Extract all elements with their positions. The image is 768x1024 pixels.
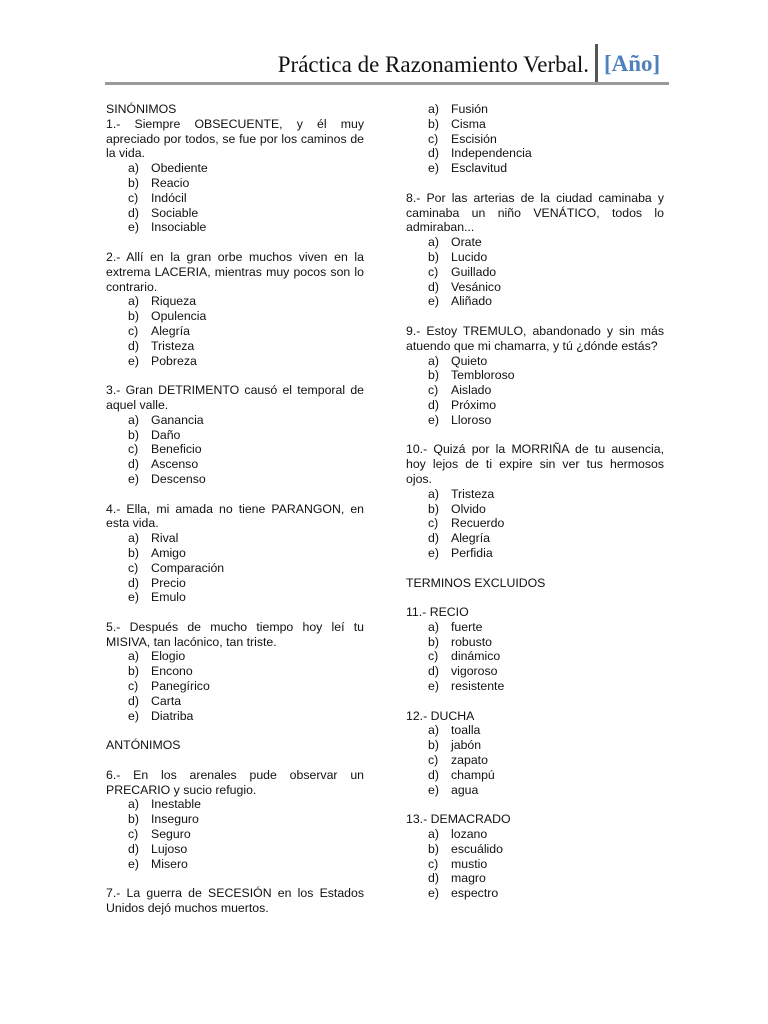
- option: [406, 723, 664, 738]
- option-text: Fusión: [451, 102, 488, 116]
- question-stem: 13.- DEMACRADO: [406, 812, 511, 827]
- question-7-options: [406, 102, 664, 176]
- option-text: Ascenso: [151, 457, 199, 472]
- option-text: escuálido: [451, 841, 503, 856]
- option-letter: c): [428, 383, 439, 398]
- option: [406, 368, 664, 383]
- option: [106, 812, 364, 827]
- option: [406, 768, 664, 783]
- option-text: Descenso: [151, 471, 206, 486]
- option-letter: a): [428, 619, 439, 634]
- option: [106, 694, 364, 709]
- option-text: Rival: [151, 531, 179, 546]
- question-12: [406, 709, 664, 798]
- option: [106, 561, 364, 576]
- option-text: Pobreza: [151, 353, 197, 368]
- option-letter: b): [128, 427, 139, 442]
- option-text: Tristeza: [151, 338, 195, 353]
- option: [106, 176, 364, 191]
- page-header: [105, 44, 669, 86]
- option-letter: c): [128, 560, 139, 575]
- option: [106, 442, 364, 457]
- spacer: [106, 871, 364, 886]
- option: [106, 206, 364, 221]
- option: [406, 146, 664, 161]
- option-letter: c): [428, 753, 439, 768]
- options-list: [406, 354, 664, 428]
- question-4: [106, 502, 364, 606]
- spacer: [106, 753, 364, 768]
- option-letter: d): [428, 279, 439, 294]
- option: [106, 797, 364, 812]
- option-letter: d): [128, 457, 139, 472]
- option-letter: b): [428, 368, 439, 383]
- option: [406, 635, 664, 650]
- option-text: Beneficio: [151, 442, 202, 457]
- option-text: Aliñado: [451, 294, 493, 309]
- option-text: Precio: [151, 575, 186, 590]
- option-text: Inseguro: [151, 812, 199, 827]
- question-stem: 4.- Ella, mi amada no tiene PARANGON, en esta vida.: [106, 501, 364, 531]
- question-8: [406, 191, 664, 309]
- option-letter: c): [128, 827, 139, 842]
- option-letter: c): [428, 131, 439, 146]
- option: [106, 649, 364, 664]
- option: [406, 842, 664, 857]
- option-letter: b): [428, 249, 439, 264]
- question-7: [106, 886, 364, 916]
- option: [406, 398, 664, 413]
- option-text: Orate: [451, 235, 482, 250]
- option-letter: b): [428, 116, 439, 131]
- page-title: Práctica de Razonamiento Verbal.: [277, 52, 589, 77]
- question-3: [106, 383, 364, 487]
- option-letter: a): [128, 294, 139, 309]
- question-stem: 7.- La guerra de SECESIÓN en los Estados Unidos dejó muchos muertos.: [106, 886, 364, 916]
- option-letter: d): [128, 841, 139, 856]
- question-11: [406, 605, 664, 694]
- question-10: [406, 442, 664, 560]
- option-text: toalla: [451, 723, 481, 738]
- option-letter: d): [428, 767, 439, 782]
- option-letter: e): [428, 412, 439, 427]
- option-letter: e): [428, 294, 439, 309]
- option-letter: a): [428, 353, 439, 368]
- option: [406, 827, 664, 842]
- option-letter: d): [428, 871, 439, 886]
- option: [406, 161, 664, 176]
- option-letter: b): [128, 664, 139, 679]
- option-text: Cisma: [451, 116, 486, 131]
- option: [106, 590, 364, 605]
- option-letter: c): [428, 264, 439, 279]
- option-letter: d): [428, 146, 439, 161]
- right-column: [406, 102, 664, 901]
- option-text: Misero: [151, 856, 188, 871]
- option-letter: d): [428, 531, 439, 546]
- option-text: resistente: [451, 679, 505, 694]
- option: [406, 502, 664, 517]
- question-6: [106, 768, 364, 872]
- option-letter: c): [128, 679, 139, 694]
- option-text: Obediente: [151, 161, 208, 176]
- option: [106, 428, 364, 443]
- option: [106, 664, 364, 679]
- question-stem: 11.- RECIO: [406, 605, 469, 620]
- option: [406, 886, 664, 901]
- option-letter: a): [428, 723, 439, 738]
- option-letter: a): [128, 649, 139, 664]
- option: [406, 102, 664, 117]
- option-letter: a): [128, 161, 139, 176]
- option-letter: a): [428, 235, 439, 250]
- option-letter: b): [128, 175, 139, 190]
- option-text: Olvido: [451, 501, 486, 516]
- option: [406, 487, 664, 502]
- option: [106, 309, 364, 324]
- year-field[interactable]: [Año]: [604, 51, 661, 76]
- option-text: Aislado: [451, 383, 492, 398]
- option-letter: e): [428, 545, 439, 560]
- option-letter: d): [428, 397, 439, 412]
- option: [406, 531, 664, 546]
- option-letter: c): [128, 323, 139, 338]
- option: [106, 546, 364, 561]
- question-13: [406, 812, 664, 901]
- spacer: [406, 309, 664, 324]
- option-text: Lloroso: [451, 412, 492, 427]
- option-letter: e): [128, 590, 139, 605]
- question-stem: 6.- En los arenales pude observar un PRECARIO y sucio refugio.: [106, 767, 364, 797]
- options-list: [106, 649, 364, 723]
- option: [106, 842, 364, 857]
- question-stem: 1.- Siempre OBSECUENTE, y él muy apreciado por todos, se fue por los caminos de la vida.: [106, 116, 364, 161]
- spacer: [406, 561, 664, 576]
- option: [106, 679, 364, 694]
- section-heading-terminos-excluidos: TERMINOS EXCLUIDOS: [406, 575, 546, 590]
- options-list: [106, 161, 364, 235]
- option-letter: b): [428, 634, 439, 649]
- option-letter: c): [128, 190, 139, 205]
- option-letter: a): [128, 797, 139, 812]
- option-text: Panegírico: [151, 679, 210, 694]
- option: [406, 738, 664, 753]
- option-text: Alegría: [151, 323, 190, 338]
- option-text: Lujoso: [151, 841, 188, 856]
- option-text: Tristeza: [451, 486, 495, 501]
- option-text: lozano: [451, 827, 488, 842]
- option: [106, 413, 364, 428]
- option-letter: a): [128, 531, 139, 546]
- option: [106, 857, 364, 872]
- option: [406, 649, 664, 664]
- option: [406, 413, 664, 428]
- section-heading-antonimos: ANTÓNIMOS: [106, 738, 181, 753]
- option: [106, 531, 364, 546]
- option: [406, 857, 664, 872]
- option: [106, 457, 364, 472]
- option-text: Insociable: [151, 220, 207, 235]
- option-letter: b): [128, 545, 139, 560]
- question-stem: 10.- Quizá por la MORRIÑA de tu ausencia, hoy lejos de ti expire sin ver tus hermosos ojos.: [406, 442, 664, 486]
- spacer: [106, 723, 364, 738]
- option: [106, 576, 364, 591]
- option-letter: c): [428, 649, 439, 664]
- option: [406, 294, 664, 309]
- option-text: Riqueza: [151, 294, 197, 309]
- option: [406, 871, 664, 886]
- option-text: Esclavitud: [451, 161, 508, 176]
- option: [406, 117, 664, 132]
- option-letter: c): [428, 856, 439, 871]
- option-letter: e): [428, 886, 439, 901]
- question-stem: 2.- Allí en la gran orbe muchos viven en la extrema LACERIA, mientras muy pocos son lo contrario.: [106, 249, 364, 294]
- left-column: [106, 102, 364, 916]
- option-text: Lucido: [451, 249, 488, 264]
- spacer: [406, 428, 664, 443]
- option-letter: b): [128, 309, 139, 324]
- option-text: Amigo: [151, 545, 186, 560]
- spacer: [106, 368, 364, 383]
- option-letter: a): [428, 827, 439, 842]
- option-text: Próximo: [451, 397, 497, 412]
- option-text: champú: [451, 767, 495, 782]
- option: [406, 235, 664, 250]
- option: [106, 339, 364, 354]
- option-letter: a): [428, 486, 439, 501]
- options-list: [106, 531, 364, 605]
- option-text: Emulo: [151, 590, 186, 605]
- option-text: robusto: [451, 634, 493, 649]
- option-letter: d): [128, 575, 139, 590]
- option-letter: e): [128, 471, 139, 486]
- option: [106, 191, 364, 206]
- option-text: fuerte: [451, 619, 483, 634]
- option-text: Inestable: [151, 797, 201, 812]
- question-stem: 9.- Estoy TREMULO, abandonado y sin más atuendo que mi chamarra, y tú ¿dónde estás?: [406, 323, 664, 353]
- question-stem: 3.- Gran DETRIMENTO causó el temporal de aquel valle.: [106, 383, 364, 412]
- question-stem: 5.- Después de mucho tiempo hoy leí tu MISIVA, tan lacónico, tan triste.: [106, 619, 364, 649]
- option: [106, 709, 364, 724]
- option-text: Perfidia: [451, 545, 493, 560]
- option-text: Alegría: [451, 531, 490, 546]
- option-text: Quieto: [451, 353, 488, 368]
- option: [406, 280, 664, 295]
- option-letter: b): [428, 738, 439, 753]
- options-list: [406, 102, 664, 176]
- option-text: Ganancia: [151, 412, 204, 427]
- header-divider: [595, 44, 598, 84]
- option-text: Carta: [151, 693, 182, 708]
- option-text: Indócil: [151, 190, 187, 205]
- option: [406, 620, 664, 635]
- option: [106, 161, 364, 176]
- option-text: espectro: [451, 886, 499, 901]
- option-text: jabón: [451, 738, 482, 753]
- option-letter: e): [428, 679, 439, 694]
- option: [106, 220, 364, 235]
- option: [406, 753, 664, 768]
- option-text: Elogio: [151, 649, 186, 664]
- option-text: Vesánico: [451, 279, 501, 294]
- spacer: [106, 487, 364, 502]
- option-letter: a): [128, 412, 139, 427]
- option-letter: e): [128, 708, 139, 723]
- question-1: [106, 117, 364, 235]
- option-text: agua: [451, 782, 479, 797]
- option-letter: a): [428, 102, 439, 116]
- spacer: [406, 590, 664, 605]
- options-list: [106, 413, 364, 487]
- option: [406, 664, 664, 679]
- option: [106, 354, 364, 369]
- option: [106, 827, 364, 842]
- section-heading-sinonimos: SINÓNIMOS: [106, 102, 177, 116]
- options-list: [106, 294, 364, 368]
- option: [406, 516, 664, 531]
- option-letter: e): [428, 161, 439, 176]
- option-text: zapato: [451, 753, 488, 768]
- option: [106, 294, 364, 309]
- question-9: [406, 324, 664, 428]
- option-letter: b): [428, 841, 439, 856]
- option-letter: c): [128, 442, 139, 457]
- option-letter: c): [428, 516, 439, 531]
- option-text: Independencia: [451, 146, 532, 161]
- option-text: vigoroso: [451, 664, 498, 679]
- option-text: Guillado: [451, 264, 497, 279]
- option-letter: d): [128, 205, 139, 220]
- options-list: [406, 723, 664, 797]
- option-text: Daño: [151, 427, 181, 442]
- options-list: [106, 797, 364, 871]
- option-letter: e): [128, 353, 139, 368]
- option-text: Encono: [151, 664, 193, 679]
- question-stem: 12.- DUCHA: [406, 708, 475, 723]
- option-text: Tembloroso: [451, 368, 515, 383]
- option: [106, 472, 364, 487]
- option-letter: d): [128, 693, 139, 708]
- options-list: [406, 827, 664, 901]
- option-letter: d): [128, 338, 139, 353]
- options-list: [406, 235, 664, 309]
- options-list: [406, 487, 664, 561]
- option: [406, 354, 664, 369]
- option-text: Sociable: [151, 205, 199, 220]
- option-text: Recuerdo: [451, 516, 505, 531]
- spacer: [406, 694, 664, 709]
- option-letter: e): [128, 856, 139, 871]
- spacer: [406, 797, 664, 812]
- option-letter: d): [428, 664, 439, 679]
- spacer: [106, 235, 364, 250]
- option-letter: e): [428, 782, 439, 797]
- option: [406, 679, 664, 694]
- option: [406, 546, 664, 561]
- spacer: [406, 176, 664, 191]
- header-rule: [105, 82, 669, 85]
- option: [406, 132, 664, 147]
- option: [406, 383, 664, 398]
- option-text: Seguro: [151, 827, 191, 842]
- option-text: Comparación: [151, 560, 225, 575]
- option-letter: b): [128, 812, 139, 827]
- option-text: magro: [451, 871, 486, 886]
- option-text: mustio: [451, 856, 488, 871]
- question-stem: 8.- Por las arterias de la ciudad caminaba y caminaba un niño VENÁTICO, todos lo admiraban...: [406, 190, 664, 235]
- option: [406, 265, 664, 280]
- option-letter: e): [128, 220, 139, 235]
- option-letter: b): [428, 501, 439, 516]
- option: [106, 324, 364, 339]
- option-text: Reacio: [151, 175, 190, 190]
- question-5: [106, 620, 364, 724]
- options-list: [406, 620, 664, 694]
- spacer: [106, 605, 364, 620]
- option: [406, 783, 664, 798]
- option-text: Diatriba: [151, 708, 194, 723]
- option-text: Escisión: [451, 131, 497, 146]
- question-2: [106, 250, 364, 368]
- option-text: Opulencia: [151, 309, 207, 324]
- option: [406, 250, 664, 265]
- option-text: dinámico: [451, 649, 501, 664]
